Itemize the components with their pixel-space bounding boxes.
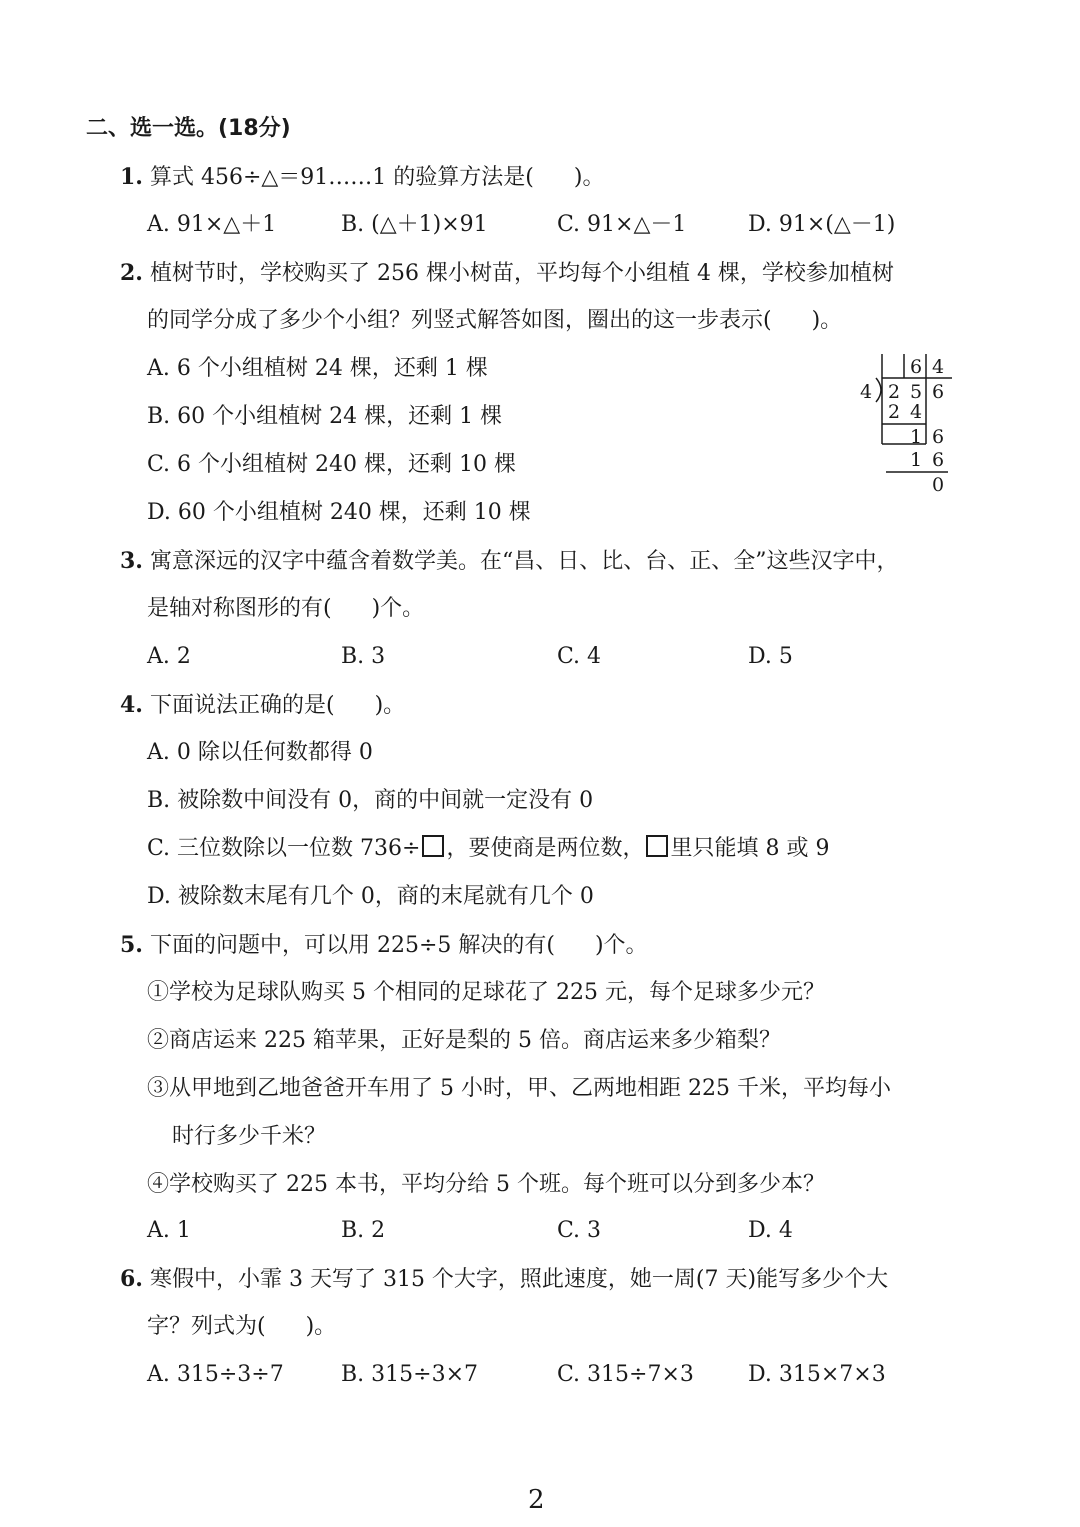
blank-square-icon (422, 835, 444, 857)
long-division-figure (856, 354, 952, 498)
product-digit-2: 4 (910, 401, 923, 423)
quotient-digit-tens: 6 (910, 356, 923, 378)
question-text-line1: 植树节时，学校购买了 256 棵小树苗，平均每个小组植 4 棵，学校参加植树 (149, 261, 894, 286)
dividend-digit-tens: 5 (910, 381, 923, 403)
option-c[interactable]: C. 4 (557, 644, 602, 669)
quotient-digit-ones: 4 (932, 356, 945, 378)
question-2-line2 (147, 306, 842, 336)
problem-item-4: ④学校购买了 225 本书，平均分给 5 个班。每个班可以分到多少本？ (147, 1172, 825, 1197)
question-text: 算式 456÷△＝91……1 的验算方法是( (149, 165, 534, 190)
option-c-part3: 里只能填 8 或 9 (670, 836, 830, 861)
final-remainder: 0 (932, 474, 945, 496)
question-5 (120, 930, 648, 961)
dividend-digit-hundreds: 2 (888, 381, 901, 403)
question-text: 下面的问题中，可以用 225÷5 解决的有( (149, 933, 555, 958)
question-close: )个。 (371, 596, 425, 621)
question-close: )。 (811, 308, 843, 333)
option-c[interactable]: C. 315÷7×3 (557, 1362, 694, 1387)
problem-item-3-cont: 时行多少千米？ (172, 1124, 327, 1149)
question-number: 2. (120, 260, 143, 286)
question-number: 1. (120, 164, 143, 190)
problem-item-1: ①学校为足球队购买 5 个相同的足球花了 225 元，每个足球多少元？ (147, 980, 825, 1005)
question-text: 下面说法正确的是( (149, 693, 335, 718)
question-text-line2: 的同学分成了多少个小组？列竖式解答如图，圈出的这一步表示( (147, 308, 772, 333)
remainder-digit-1: 1 (910, 426, 923, 448)
option-a[interactable]: A. 91×△＋1 (147, 212, 277, 237)
question-4 (120, 690, 405, 721)
option-d[interactable]: D. 5 (748, 644, 793, 669)
question-close: )。 (374, 693, 406, 718)
option-b[interactable]: B. (△＋1)×91 (341, 212, 488, 237)
question-text-line2: 是轴对称图形的有( (147, 596, 332, 621)
question-3 (120, 546, 898, 577)
option-d[interactable]: D. 4 (748, 1218, 793, 1243)
question-1 (120, 162, 604, 193)
product2-digit-1: 1 (910, 449, 923, 471)
question-text-line1: 寓意深远的汉字中蕴含着数学美。在“昌、日、比、台、正、全”这些汉字中， (149, 549, 899, 574)
option-a[interactable]: A. 1 (147, 1218, 191, 1243)
option-d[interactable]: D. 91×(△－1) (748, 212, 896, 237)
option-c[interactable] (147, 834, 829, 864)
problem-item-2: ②商店运来 225 箱苹果，正好是梨的 5 倍。商店运来多少箱梨？ (147, 1028, 781, 1053)
problem-item-3: ③从甲地到乙地爸爸开车用了 5 小时，甲、乙两地相距 225 千米，平均每小 (147, 1076, 891, 1101)
page-number: 2 (528, 1485, 545, 1515)
question-text-line1: 寒假中，小霏 3 天写了 315 个大字，照此速度，她一周(7 天)能写多少个大 (149, 1267, 889, 1292)
question-close: )。 (573, 165, 605, 190)
question-number: 4. (120, 692, 143, 718)
option-a[interactable]: A. 315÷3÷7 (147, 1362, 284, 1387)
option-a[interactable]: A. 6 个小组植树 24 棵，还剩 1 棵 (147, 356, 488, 381)
question-close: )个。 (594, 933, 648, 958)
dividend-digit-ones: 6 (932, 381, 945, 403)
option-d[interactable]: D. 60 个小组植树 240 棵，还剩 10 棵 (147, 500, 531, 525)
divisor: 4 (860, 381, 873, 403)
option-b[interactable]: B. 315÷3×7 (341, 1362, 479, 1387)
remainder-digit-2: 6 (932, 426, 945, 448)
question-number: 6. (120, 1266, 143, 1292)
question-number: 5. (120, 932, 143, 958)
option-b[interactable]: B. 2 (341, 1218, 386, 1243)
option-b[interactable]: B. 60 个小组植树 24 棵，还剩 1 棵 (147, 404, 503, 429)
option-d[interactable]: D. 315×7×3 (748, 1362, 886, 1387)
product2-digit-2: 6 (932, 449, 945, 471)
option-c[interactable]: C. 6 个小组植树 240 棵，还剩 10 棵 (147, 452, 516, 477)
option-d[interactable]: D. 被除数末尾有几个 0，商的末尾就有几个 0 (147, 884, 594, 909)
product-digit-1: 2 (888, 401, 901, 423)
option-c[interactable]: C. 3 (557, 1218, 602, 1243)
blank-square-icon (646, 835, 668, 857)
option-a[interactable]: A. 0 除以任何数都得 0 (147, 740, 373, 765)
question-6 (120, 1264, 888, 1295)
question-text-line2: 字？列式为( (147, 1314, 266, 1339)
option-b[interactable]: B. 被除数中间没有 0，商的中间就一定没有 0 (147, 788, 594, 813)
option-a[interactable]: A. 2 (147, 644, 191, 669)
option-b[interactable]: B. 3 (341, 644, 386, 669)
question-6-line2 (147, 1312, 336, 1342)
option-c-part1: C. 三位数除以一位数 736÷ (147, 836, 421, 861)
question-2 (120, 258, 894, 289)
section-title: 二、选一选。(18分) (86, 116, 291, 141)
question-number: 3. (120, 548, 143, 574)
option-c-part2: ，要使商是两位数， (446, 836, 645, 861)
option-c[interactable]: C. 91×△－1 (557, 212, 687, 237)
question-3-line2 (147, 594, 424, 624)
question-close: )。 (305, 1314, 337, 1339)
